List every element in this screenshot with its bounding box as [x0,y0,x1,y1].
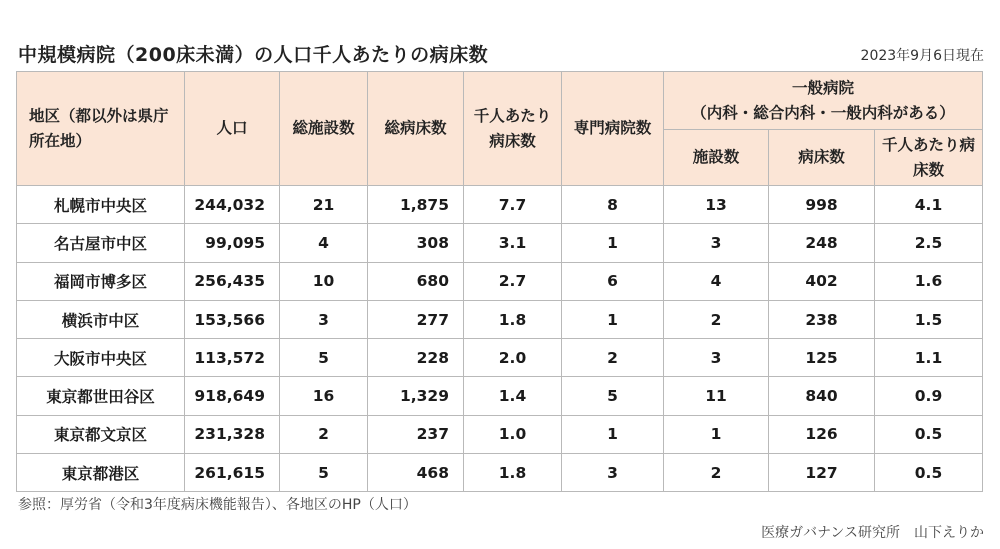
specialty-hospitals-cell: 5 [562,377,664,415]
total-beds-cell: 680 [368,262,464,300]
header-district: 地区（都以外は県庁所在地） [17,72,185,186]
table-row [17,186,983,224]
specialty-hospitals-cell: 1 [562,300,664,338]
header-population: 人口 [185,72,280,186]
header-general-title: 一般病院 [791,78,854,97]
general-facilities-cell: 1 [664,415,769,453]
general-beds-cell: 238 [769,300,875,338]
district-cell: 名古屋市中区 [17,224,185,262]
general-facilities-cell: 3 [664,224,769,262]
specialty-hospitals-cell: 1 [562,415,664,453]
general-beds-per-thousand-cell: 0.5 [875,415,983,453]
general-beds-cell: 127 [769,454,875,492]
general-beds-cell: 998 [769,186,875,224]
header-general-hospitals [664,72,983,130]
specialty-hospitals-cell: 6 [562,262,664,300]
general-beds-cell: 248 [769,224,875,262]
population-cell: 244,032 [185,186,280,224]
total-facilities-cell: 16 [280,377,368,415]
total-facilities-cell: 5 [280,339,368,377]
total-beds-cell: 1,329 [368,377,464,415]
general-beds-cell: 840 [769,377,875,415]
total-facilities-cell: 3 [280,300,368,338]
total-beds-cell: 228 [368,339,464,377]
header-general-note: （内科・総合内科・一般内科がある） [691,103,955,122]
district-cell: 福岡市博多区 [17,262,185,300]
general-beds-per-thousand-cell: 1.6 [875,262,983,300]
general-facilities-cell: 4 [664,262,769,300]
general-beds-per-thousand-cell: 1.5 [875,300,983,338]
total-facilities-cell: 4 [280,224,368,262]
total-beds-cell: 277 [368,300,464,338]
total-beds-cell: 468 [368,454,464,492]
general-beds-per-thousand-cell: 0.5 [875,454,983,492]
general-beds-per-thousand-cell: 4.1 [875,186,983,224]
as-of-date: 2023年9月6日現在 [860,48,984,64]
population-cell: 918,649 [185,377,280,415]
population-cell: 153,566 [185,300,280,338]
beds-per-thousand-cell: 7.7 [464,186,562,224]
total-beds-cell: 308 [368,224,464,262]
district-cell: 東京都港区 [17,454,185,492]
specialty-hospitals-cell: 8 [562,186,664,224]
general-facilities-cell: 11 [664,377,769,415]
table-row [17,339,983,377]
table-row [17,300,983,338]
source-note: 参照：厚労省（令和3年度病床機能報告）、各地区のHP（人口） [18,497,417,513]
author-credit: 医療ガバナンス研究所 山下えりか [761,525,984,541]
specialty-hospitals-cell: 2 [562,339,664,377]
header-total-facilities: 総施設数 [280,72,368,186]
specialty-hospitals-cell: 1 [562,224,664,262]
table-row [17,262,983,300]
table-row [17,377,983,415]
table-row [17,454,983,492]
beds-per-thousand-cell: 1.0 [464,415,562,453]
general-facilities-cell: 2 [664,454,769,492]
total-facilities-cell: 5 [280,454,368,492]
page-title: 中規模病院（200床未満）の人口千人あたりの病床数 [18,44,489,66]
beds-per-thousand-cell: 1.4 [464,377,562,415]
total-facilities-cell: 10 [280,262,368,300]
total-beds-cell: 237 [368,415,464,453]
table-body [17,186,983,492]
header-general-beds: 病床数 [769,130,875,186]
total-facilities-cell: 21 [280,186,368,224]
beds-per-thousand-cell: 3.1 [464,224,562,262]
population-cell: 261,615 [185,454,280,492]
district-cell: 東京都世田谷区 [17,377,185,415]
district-cell: 東京都文京区 [17,415,185,453]
district-cell: 札幌市中央区 [17,186,185,224]
district-cell: 横浜市中区 [17,300,185,338]
general-beds-per-thousand-cell: 2.5 [875,224,983,262]
table-row [17,415,983,453]
district-cell: 大阪市中央区 [17,339,185,377]
general-beds-cell: 402 [769,262,875,300]
beds-per-thousand-cell: 2.0 [464,339,562,377]
header-total-beds: 総病床数 [368,72,464,186]
population-cell: 256,435 [185,262,280,300]
general-beds-per-thousand-cell: 1.1 [875,339,983,377]
header-specialty-hospitals: 専門病院数 [562,72,664,186]
total-beds-cell: 1,875 [368,186,464,224]
general-facilities-cell: 3 [664,339,769,377]
specialty-hospitals-cell: 3 [562,454,664,492]
general-facilities-cell: 13 [664,186,769,224]
general-facilities-cell: 2 [664,300,769,338]
general-beds-per-thousand-cell: 0.9 [875,377,983,415]
general-beds-cell: 126 [769,415,875,453]
header-general-facilities: 施設数 [664,130,769,186]
population-cell: 99,095 [185,224,280,262]
population-cell: 231,328 [185,415,280,453]
general-beds-cell: 125 [769,339,875,377]
header-general-beds-per-thousand: 千人あたり病床数 [875,130,983,186]
table-row [17,224,983,262]
hospital-beds-table [16,71,983,492]
population-cell: 113,572 [185,339,280,377]
beds-per-thousand-cell: 1.8 [464,300,562,338]
header-beds-per-thousand: 千人あたり病床数 [464,72,562,186]
beds-per-thousand-cell: 1.8 [464,454,562,492]
beds-per-thousand-cell: 2.7 [464,262,562,300]
total-facilities-cell: 2 [280,415,368,453]
